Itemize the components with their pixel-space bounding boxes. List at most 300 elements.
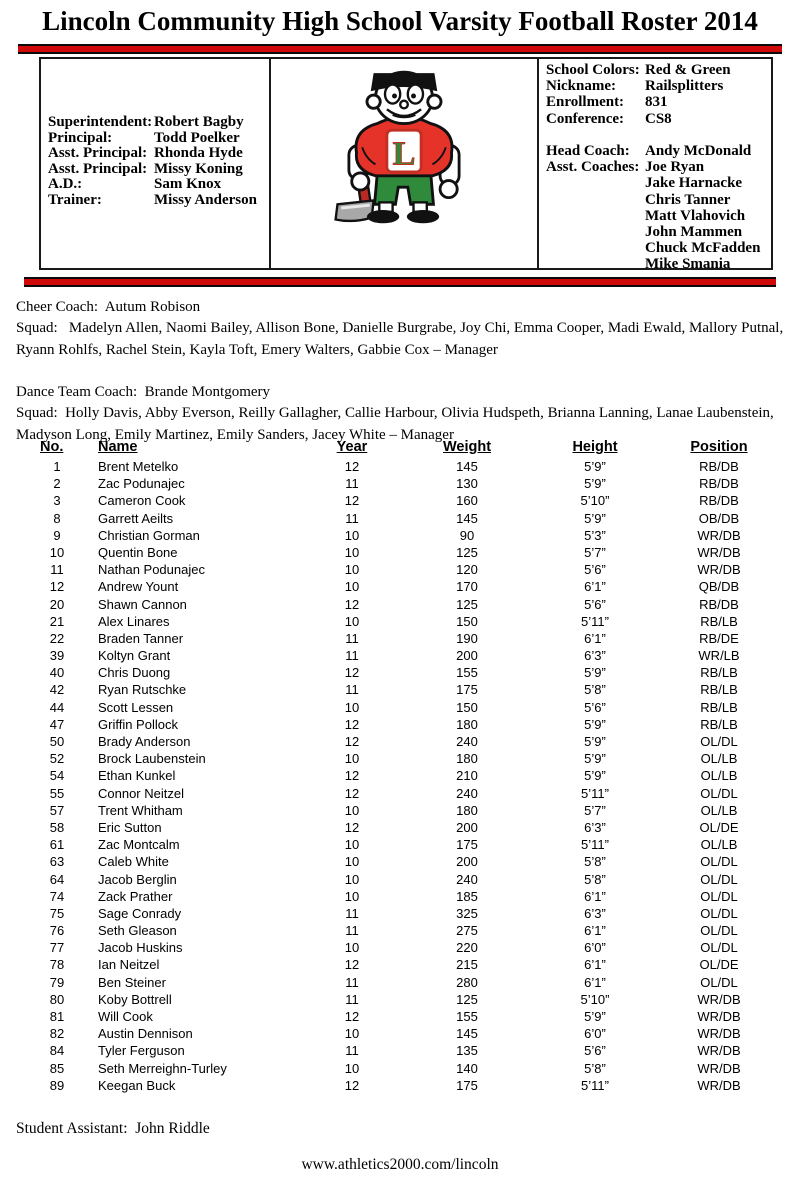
roster-cell: Braden Tanner: [98, 630, 184, 646]
roster-cell: Christian Gorman: [98, 527, 200, 543]
roster-cell: 8: [53, 510, 61, 526]
roster-cell: Ethan Kunkel: [98, 768, 176, 784]
roster-cell: Austin Dennison: [98, 1026, 193, 1042]
school-row: [546, 62, 771, 78]
roster-cell: 11: [345, 1043, 359, 1059]
roster-cell: RB/DB: [699, 493, 739, 509]
school-value: Matt Vlahovich: [645, 207, 746, 224]
roster-cell: OL/DE: [699, 957, 739, 973]
roster-cell: Eric Sutton: [98, 819, 162, 835]
roster-cell: 1: [53, 459, 61, 474]
text-line: Dance Team Coach: Brande Montgomery: [16, 384, 271, 400]
roster-cell: 80: [49, 991, 65, 1007]
roster-cell: 11: [345, 991, 359, 1007]
staff-row: [48, 115, 269, 131]
roster-cell: 175: [456, 682, 478, 698]
roster-cell: 150: [456, 699, 478, 715]
roster-cell: 5’9”: [584, 734, 606, 749]
roster-cell: 5’9”: [584, 751, 606, 767]
roster-cell: 58: [49, 819, 65, 835]
roster-cell: 200: [456, 854, 478, 870]
roster-cell: Will Cook: [98, 1009, 153, 1024]
roster-row: [0, 699, 800, 716]
roster-cell: OL/LB: [700, 768, 738, 784]
staff-row: [48, 146, 269, 162]
school-row: [546, 175, 771, 191]
roster-cell: Chris Duong: [98, 665, 171, 681]
roster-cell: 6’1”: [584, 630, 606, 646]
roster-cell: WR/DB: [697, 1026, 741, 1042]
roster-cell: 10: [344, 837, 360, 853]
roster-cell: 5’9”: [584, 459, 606, 474]
roster-cell: 125: [456, 544, 478, 560]
roster-row: [0, 561, 800, 578]
roster-cell: 240: [456, 734, 478, 749]
staff-label: Asst. Principal:: [48, 160, 148, 177]
roster-cell: 12: [344, 957, 360, 973]
roster-row: [0, 922, 800, 939]
railsplitter-mascot-icon: [328, 59, 480, 227]
roster-cell: 5’7”: [584, 802, 606, 818]
roster-cell: 155: [456, 1009, 478, 1024]
roster-cell: 74: [49, 888, 65, 904]
school-row: [546, 240, 771, 256]
roster-row: [0, 767, 800, 784]
roster-cell: 125: [456, 596, 478, 612]
school-label: Nickname:: [546, 78, 616, 95]
staff-label: Superintendent:: [48, 114, 153, 130]
roster-cell: Jacob Berglin: [98, 871, 177, 887]
roster-row: [0, 939, 800, 956]
school-label: Enrollment:: [546, 94, 625, 111]
roster-cell: 5’10”: [580, 493, 610, 509]
roster-cell: 5’9”: [584, 768, 606, 784]
roster-cell: WR/DB: [697, 562, 741, 578]
dance-section: [16, 382, 792, 446]
roster-cell: 5’9”: [584, 510, 606, 526]
roster-cell: 12: [344, 734, 360, 749]
roster-cell: Nathan Podunajec: [98, 562, 205, 578]
roster-cell: Seth Gleason: [98, 923, 177, 939]
roster-cell: 210: [456, 768, 478, 784]
roster-cell: 5’10”: [580, 991, 610, 1007]
roster-cell: 11: [345, 648, 359, 664]
roster-cell: Trent Whitham: [98, 802, 183, 818]
roster-cell: 6’0”: [584, 940, 606, 956]
roster-cell: Zac Podunajec: [98, 476, 185, 492]
roster-cell: 12: [344, 459, 360, 474]
roster-cell: 54: [49, 768, 65, 784]
school-label: Conference:: [546, 110, 625, 127]
roster-row: [0, 647, 800, 664]
staff-row: [48, 177, 269, 193]
roster-row: [0, 664, 800, 681]
roster-cell: OL/DL: [700, 888, 738, 904]
roster-cell: WR/DB: [697, 544, 741, 560]
roster-row: [0, 492, 800, 509]
staff-row: [48, 162, 269, 178]
roster-cell: Andrew Yount: [98, 579, 179, 595]
roster-cell: 12: [344, 785, 360, 801]
roster-cell: 52: [49, 751, 65, 767]
roster-cell: 3: [53, 493, 61, 509]
roster-cell: 5’11”: [581, 837, 609, 853]
roster-cell: Brock Laubenstein: [98, 751, 206, 767]
roster-row: [0, 733, 800, 750]
roster-cell: RB/LB: [700, 682, 738, 698]
roster-cell: OL/LB: [700, 802, 738, 818]
roster-cell: 42: [49, 682, 65, 698]
school-label: [546, 208, 645, 224]
roster-cell: 6’1”: [584, 957, 606, 973]
header-info-box: [39, 57, 773, 273]
roster-row: [0, 1060, 800, 1077]
roster-cell: 6’0”: [584, 1026, 606, 1042]
roster-row: [0, 613, 800, 630]
roster-cell: 10: [344, 579, 360, 595]
roster-header-row: [0, 438, 800, 458]
roster-cell: WR/LB: [698, 648, 740, 664]
roster-cell: WR/DB: [697, 1060, 741, 1076]
text-line: Squad: Madelyn Allen, Naomi Bailey, Allison Bone, Danielle Burgrabe, Joy Chi, Emma Cooper, Madi Ewald, Mallory Putnal,: [16, 320, 784, 337]
roster-cell: RB/LB: [700, 665, 738, 681]
roster-cell: 150: [456, 613, 478, 629]
staff-value: Missy Koning: [154, 160, 243, 177]
roster-cell: 20: [49, 596, 65, 612]
roster-cell: 55: [49, 785, 65, 801]
school-info-box: [539, 59, 771, 273]
roster-cell: 5’6”: [584, 699, 606, 715]
roster-table: [0, 438, 800, 1094]
school-label: [546, 224, 645, 240]
roster-cell: 5’3”: [584, 527, 606, 543]
text-line: Cheer Coach: Autum Robison: [16, 299, 201, 315]
roster-cell: 40: [49, 665, 65, 681]
school-value: John Mammen: [645, 223, 743, 240]
school-label: [546, 175, 645, 191]
roster-cell: 50: [49, 734, 65, 749]
school-label: [546, 240, 645, 256]
staff-value: Missy Anderson: [154, 191, 257, 208]
cheer-section: [16, 297, 792, 361]
roster-cell: 10: [344, 527, 360, 543]
roster-cell: Seth Merreighn-Turley: [98, 1060, 227, 1076]
roster-cell: 145: [456, 510, 478, 526]
roster-cell: 6’3”: [584, 648, 606, 664]
roster-cell: WR/DB: [697, 1077, 741, 1093]
roster-cell: Griffin Pollock: [98, 716, 178, 732]
roster-header-height: Height: [572, 439, 618, 455]
roster-cell: 145: [456, 459, 478, 474]
text-line: Madyson Long, Emily Martinez, Emily Sanders, Jacey White – Manager: [16, 426, 454, 443]
roster-cell: 6’3”: [584, 819, 606, 835]
school-row: [546, 224, 771, 240]
roster-cell: 90: [459, 527, 475, 543]
roster-cell: 170: [456, 579, 478, 595]
school-row: [546, 208, 771, 224]
roster-cell: 76: [49, 923, 65, 939]
roster-cell: 5’9”: [584, 665, 606, 681]
footer-url-link[interactable]: www.athletics2000.com/lincoln: [301, 1156, 499, 1173]
roster-cell: 5’7”: [584, 544, 606, 560]
roster-cell: 190: [456, 630, 478, 646]
roster-cell: 11: [50, 562, 64, 578]
roster-cell: Koltyn Grant: [98, 648, 171, 664]
staff-label: Asst. Principal:: [48, 145, 148, 161]
roster-cell: 180: [456, 802, 478, 818]
school-label: Head Coach:: [546, 142, 630, 159]
roster-cell: RB/LB: [700, 716, 738, 732]
roster-cell: 5’6”: [584, 596, 606, 612]
roster-cell: QB/DB: [698, 579, 740, 595]
school-value: CS8: [645, 110, 672, 127]
mascot-letter: L: [392, 135, 416, 173]
roster-cell: 325: [456, 905, 478, 921]
school-row: [546, 127, 771, 143]
roster-cell: 155: [456, 665, 478, 681]
roster-cell: 185: [456, 888, 478, 904]
roster-cell: 11: [345, 630, 359, 646]
roster-cell: 79: [49, 974, 65, 990]
roster-cell: WR/DB: [697, 1043, 741, 1059]
roster-row: [0, 1008, 800, 1025]
roster-row: [0, 974, 800, 991]
roster-cell: 5’8”: [584, 854, 606, 870]
staff-value: Robert Bagby: [154, 114, 244, 130]
staff-row: [48, 131, 269, 147]
roster-cell: 85: [49, 1060, 65, 1076]
roster-cell: 11: [345, 476, 359, 492]
roster-cell: 81: [49, 1009, 65, 1024]
roster-header-position: Position: [690, 439, 748, 455]
roster-cell: 12: [344, 1077, 360, 1093]
school-row: [546, 143, 771, 159]
school-row: [546, 192, 771, 208]
school-value: Andy McDonald: [645, 142, 752, 159]
roster-cell: 12: [49, 579, 65, 595]
roster-cell: RB/LB: [700, 699, 738, 715]
roster-cell: 240: [456, 871, 478, 887]
roster-cell: 125: [456, 991, 478, 1007]
roster-cell: 5’9”: [584, 476, 606, 492]
roster-cell: 10: [49, 544, 65, 560]
roster-row: [0, 819, 800, 836]
roster-cell: Connor Neitzel: [98, 785, 184, 801]
roster-cell: 44: [49, 699, 65, 715]
roster-cell: 12: [344, 596, 360, 612]
roster-row: [0, 836, 800, 853]
roster-cell: Ben Steiner: [98, 974, 166, 990]
roster-row: [0, 1042, 800, 1059]
school-label: [546, 256, 645, 272]
roster-cell: 10: [344, 1026, 360, 1042]
roster-cell: 10: [344, 871, 360, 887]
school-value: Mike Smania: [645, 256, 731, 273]
roster-cell: 11: [345, 682, 359, 698]
school-value: Jake Harnacke: [645, 175, 743, 192]
staff-label: Trainer:: [48, 191, 102, 208]
roster-cell: 160: [456, 493, 478, 509]
staff-value: Todd Poelker: [154, 129, 240, 146]
roster-row: [0, 991, 800, 1008]
staff-box: [41, 59, 271, 268]
roster-cell: 10: [344, 751, 360, 767]
staff-value: Rhonda Hyde: [154, 145, 243, 161]
roster-cell: 280: [456, 974, 478, 990]
roster-cell: Scott Lessen: [98, 699, 174, 715]
roster-cell: 5’8”: [584, 1060, 606, 1076]
school-value: Chuck McFadden: [645, 240, 761, 257]
roster-row: [0, 1025, 800, 1042]
roster-cell: 180: [456, 751, 478, 767]
roster-cell: Quentin Bone: [98, 544, 178, 560]
roster-cell: 5’11”: [581, 613, 609, 629]
school-label: [546, 192, 645, 208]
roster-cell: WR/DB: [697, 1009, 741, 1024]
school-value: 831: [645, 94, 668, 111]
school-value: Railsplitters: [645, 78, 724, 95]
roster-cell: Brady Anderson: [98, 734, 191, 749]
roster-cell: RB/LB: [700, 613, 738, 629]
roster-cell: 175: [456, 1077, 478, 1093]
roster-cell: OL/DL: [700, 974, 738, 990]
roster-cell: Keegan Buck: [98, 1077, 176, 1093]
roster-cell: 180: [456, 716, 478, 732]
roster-header-name: Name: [98, 439, 138, 455]
school-row: [546, 256, 771, 272]
roster-row: [0, 785, 800, 802]
roster-cell: OL/DL: [700, 854, 738, 870]
school-label: School Colors:: [546, 62, 640, 78]
roster-cell: Alex Linares: [98, 613, 170, 629]
roster-cell: OL/DL: [700, 734, 738, 749]
roster-cell: Garrett Aeilts: [98, 510, 174, 526]
roster-row: [0, 596, 800, 613]
roster-cell: 5’6”: [584, 562, 606, 578]
roster-row: [0, 956, 800, 973]
school-value: Red & Green: [645, 62, 731, 78]
roster-cell: 215: [456, 957, 478, 973]
roster-cell: 75: [49, 905, 65, 921]
roster-row: [0, 750, 800, 767]
roster-cell: 89: [49, 1077, 65, 1093]
roster-cell: 57: [49, 802, 65, 818]
roster-cell: 39: [49, 648, 65, 664]
roster-cell: 11: [345, 974, 359, 990]
roster-header-no: No.: [40, 439, 64, 455]
roster-row: [0, 681, 800, 698]
roster-cell: Brent Metelko: [98, 459, 179, 474]
roster-cell: 82: [49, 1026, 65, 1042]
student-assistant-line: Student Assistant: John Riddle: [16, 1120, 210, 1137]
roster-cell: 10: [344, 940, 360, 956]
roster-header-weight: Weight: [442, 439, 492, 455]
roster-row: [0, 527, 800, 544]
roster-cell: 6’1”: [584, 579, 606, 595]
roster-row: [0, 458, 800, 475]
roster-cell: OL/LB: [700, 751, 738, 767]
school-row: [546, 94, 771, 110]
roster-row: [0, 544, 800, 561]
roster-cell: 5’6”: [584, 1043, 606, 1059]
roster-cell: OL/DE: [699, 819, 739, 835]
roster-cell: OL/DL: [700, 923, 738, 939]
roster-cell: 12: [344, 716, 360, 732]
roster-cell: 6’1”: [584, 923, 606, 939]
roster-cell: RB/DB: [699, 459, 739, 474]
roster-cell: 10: [344, 1060, 360, 1076]
roster-cell: OB/DB: [698, 510, 740, 526]
roster-cell: RB/DE: [699, 630, 739, 646]
roster-cell: 200: [456, 648, 478, 664]
roster-row: [0, 716, 800, 733]
roster-cell: Cameron Cook: [98, 493, 186, 509]
roster-cell: 63: [49, 854, 65, 870]
roster-cell: OL/DL: [700, 785, 738, 801]
roster-cell: WR/DB: [697, 527, 741, 543]
roster-cell: 77: [49, 940, 65, 956]
roster-cell: 10: [344, 613, 360, 629]
top-red-divider: [18, 44, 782, 54]
roster-cell: 6’3”: [584, 905, 606, 921]
roster-cell: Caleb White: [98, 854, 169, 870]
school-row: [546, 111, 771, 127]
roster-cell: 10: [344, 544, 360, 560]
roster-cell: Zack Prather: [98, 888, 173, 904]
roster-cell: 220: [456, 940, 478, 956]
roster-cell: 10: [344, 888, 360, 904]
roster-cell: 11: [345, 510, 359, 526]
roster-cell: 5’11”: [581, 1077, 609, 1093]
roster-cell: Ryan Rutschke: [98, 682, 187, 698]
roster-cell: 64: [49, 871, 65, 887]
bottom-red-divider: [24, 277, 776, 287]
school-value: Joe Ryan: [645, 159, 705, 176]
roster-cell: 240: [456, 785, 478, 801]
staff-label: A.D.:: [48, 176, 83, 192]
roster-cell: OL/DL: [700, 871, 738, 887]
school-label: Asst. Coaches:: [546, 159, 640, 176]
roster-cell: 200: [456, 819, 478, 835]
school-value: Chris Tanner: [645, 191, 731, 208]
roster-cell: 135: [456, 1043, 478, 1059]
roster-cell: 2: [53, 476, 61, 492]
roster-row: [0, 630, 800, 647]
roster-cell: 6’1”: [584, 888, 606, 904]
roster-cell: Ian Neitzel: [98, 957, 160, 973]
roster-cell: 5’8”: [584, 682, 606, 698]
roster-cell: 145: [456, 1026, 478, 1042]
roster-row: [0, 578, 800, 595]
roster-row: [0, 853, 800, 870]
roster-row: [0, 475, 800, 492]
roster-row: [0, 905, 800, 922]
roster-cell: 12: [344, 768, 360, 784]
roster-cell: 10: [344, 802, 360, 818]
roster-cell: Shawn Cannon: [98, 596, 187, 612]
roster-cell: 275: [456, 923, 478, 939]
text-line: Ryann Rohlfs, Rachel Stein, Kayla Toft, Emery Walters, Gabbie Cox – Manager: [16, 341, 498, 358]
roster-cell: 78: [49, 957, 65, 973]
roster-cell: WR/DB: [697, 991, 741, 1007]
roster-cell: 12: [344, 665, 360, 681]
roster-cell: 12: [344, 493, 360, 509]
roster-cell: OL/LB: [700, 837, 738, 853]
roster-body: [0, 458, 800, 1094]
roster-cell: 140: [456, 1060, 478, 1076]
roster-cell: 10: [344, 699, 360, 715]
staff-label: Principal:: [48, 129, 113, 146]
